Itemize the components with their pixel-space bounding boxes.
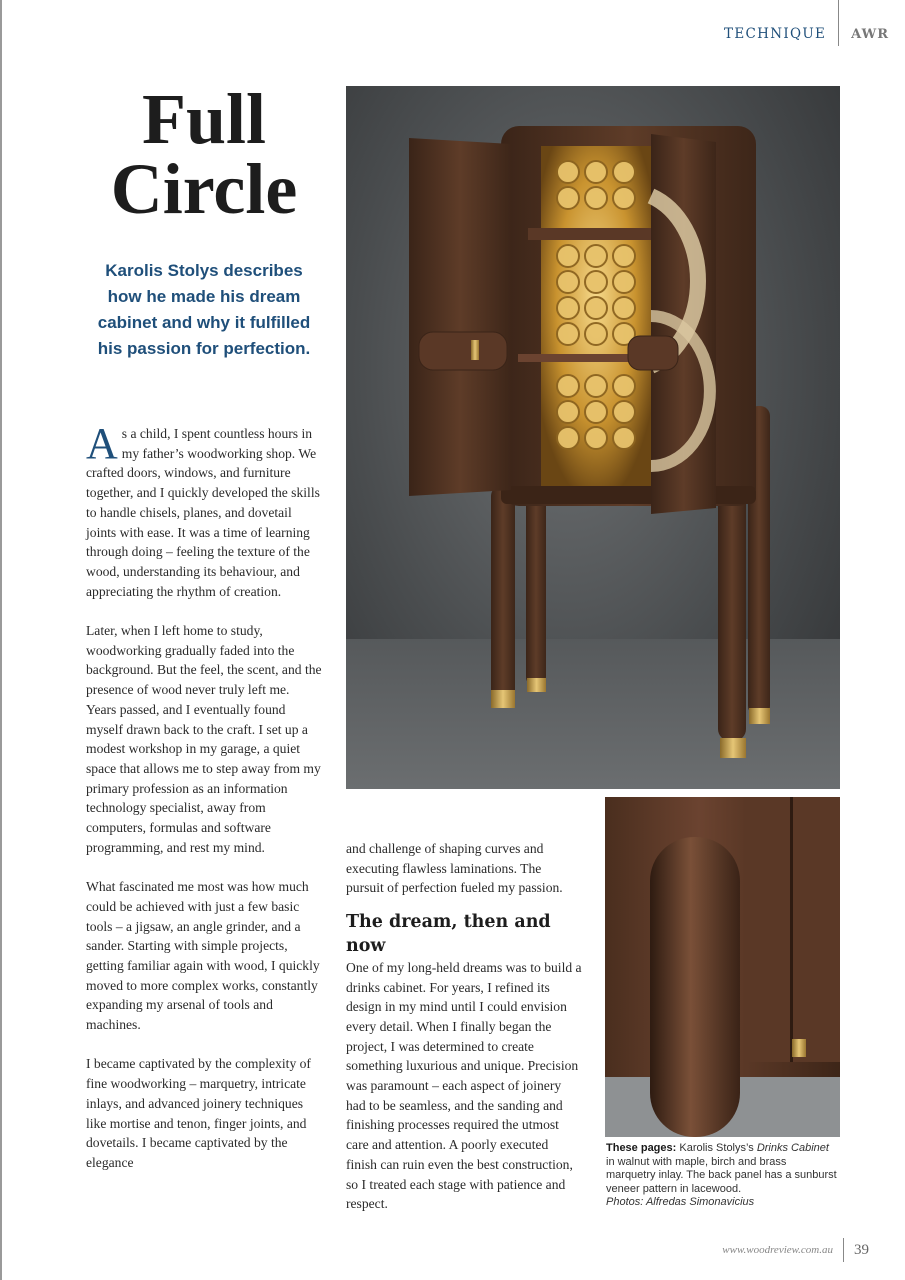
paragraph-4: I became captivated by the complexity of fine woodworking – marquetry, intricate inlays, and advanced joinery techniques like mortise and tenon, finger joints, and dovetails. I became captivated by the elegance (86, 1056, 311, 1170)
magazine-label: AWR (851, 26, 889, 42)
leg-back-left (526, 486, 546, 686)
caption-text-1: Karolis Stolys’s (676, 1142, 757, 1154)
brass-foot (720, 738, 746, 758)
page-number: 39 (854, 1241, 869, 1258)
brass-hinge (792, 1039, 806, 1057)
subheading: The dream, then and now (346, 911, 551, 956)
drop-cap: A (86, 419, 118, 468)
title-line-1: Full (141, 79, 267, 159)
page-footer (722, 1238, 869, 1262)
paragraph-1 (86, 419, 322, 601)
bottle-racks (557, 161, 635, 449)
door-gap (790, 797, 793, 1062)
paragraph-3: What fascinated me most was how much could be achieved with just a few basic tools – a jigsaw, an angle grinder, and a sander. Starting with simple projects, getting familiar again with wood, I quickly moved to more complex works, constantly expanding my arsenal of tools and machines. (86, 879, 320, 1033)
leg-detail-photo (605, 797, 840, 1137)
photo-caption (606, 1142, 838, 1210)
running-header (724, 24, 889, 44)
section-label: TECHNIQUE (724, 26, 827, 42)
paragraph-2: Later, when I left home to study, woodworking gradually faded into the background. But the feel, the scent, and the presence of wood never truly left me. Years passed, and I eventually found myself drawn back to the craft. I set up a modest workshop in my garage, a quiet space that allows me to step away from my primary profession as an information technology specialist, away from computers, formulas and software programming, and rest my mind. (86, 623, 322, 855)
website-url[interactable]: www.woodreview.com.au (722, 1244, 833, 1256)
paragraph-6: One of my long-held dreams was to build a drinks cabinet. For years, I refined its design in my mind until I could envision every detail. When I finally began the project, I was determined to create something luxurious and unique. Precision was paramount – each aspect of joinery had to be seamless, and the sanding and finishing processes required the utmost care and attention. A poorly executed finish can ruin even the best construction, so I treated each stage with patience and respect. (346, 959, 582, 1212)
article-title (86, 79, 322, 229)
body-column-1 (86, 419, 322, 1173)
leg-detail-illustration (605, 797, 840, 1137)
paragraph-1-text: s a child, I spent countless hours in my father’s woodworking shop. We crafted doors, windows, and furniture together, and I quickly developed the skills to handle chisels, planes, and dovetail joints with ease. It was a time of learning through doing – feeling the texture of the wood, understanding its behaviour, and appreciating the rhythm of creation. (86, 426, 320, 599)
brass-latch (471, 340, 479, 360)
leg-front-left (491, 486, 515, 706)
brass-foot (749, 708, 770, 724)
interior-shelf (528, 228, 652, 240)
header-divider (838, 0, 839, 46)
body-column-2 (346, 839, 582, 1214)
left-door-handle (419, 332, 507, 370)
left-door (409, 138, 511, 496)
standfirst: Karolis Stolys describes how he made his dream cabinet and why it fulfilled his passion for perfection. (97, 261, 311, 358)
photo-credit: Photos: Alfredas Simonavicius (606, 1196, 755, 1208)
footer-divider (843, 1238, 844, 1262)
page-edge (0, 0, 2, 1280)
caption-label: These pages: (606, 1142, 677, 1154)
caption-artwork-title: Drinks Cabinet (756, 1142, 829, 1154)
brass-foot (491, 690, 515, 708)
cabinet-base-rail (501, 486, 756, 504)
caption-text-2: in walnut with maple, birch and brass marquetry inlay. The back panel has a sunburst veneer pattern in lacewood. (606, 1155, 837, 1195)
cabinet-photo (346, 86, 840, 789)
title-line-2: Circle (110, 149, 298, 229)
leg-front-right (718, 481, 746, 741)
rounded-leg (650, 837, 740, 1137)
cabinet-illustration (346, 86, 840, 789)
paragraph-5: and challenge of shaping curves and executing flawless laminations. The pursuit of perfection fueled my passion. (346, 841, 563, 896)
brass-foot (527, 678, 546, 692)
right-door-handle (628, 336, 678, 370)
